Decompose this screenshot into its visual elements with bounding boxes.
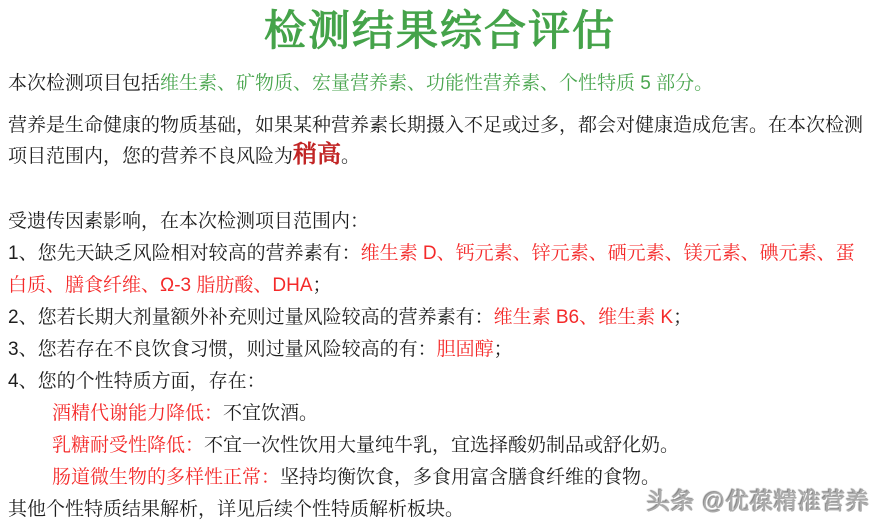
trait-alcohol	[8, 398, 872, 430]
list-item-2-suffix: ；	[673, 307, 693, 328]
list-item-deficiency	[8, 238, 872, 302]
trait-alcohol-label: 酒精代谢能力降低：	[52, 403, 224, 424]
page-title: 检测结果综合评估	[263, 7, 616, 54]
footer-note: 其他个性特质结果解析，详见后续个性特质解析板块。	[8, 499, 465, 520]
intro-line	[8, 68, 872, 100]
list-item-3-nutrients: 胆固醇	[436, 339, 494, 360]
watermark-toutiao: 头条 @优葆精准营养	[647, 488, 870, 514]
list-item-1-suffix: ；	[312, 275, 332, 296]
list-item-4-prefix: 4、您的个性特质方面，存在：	[8, 371, 266, 392]
list-item-1-prefix: 1、您先天缺乏风险相对较高的营养素有：	[8, 243, 361, 264]
trait-lactose-advice: 不宜一次性饮用大量纯牛乳，宜选择酸奶制品或舒化奶。	[204, 435, 680, 456]
list-item-traits	[8, 366, 872, 398]
list-item-3-suffix: ；	[493, 339, 513, 360]
trait-gut-microbiome-advice: 坚持均衡饮食，多食用富含膳食纤维的食物。	[280, 467, 661, 488]
list-item-3-prefix: 3、您若存在不良饮食习惯，则过量风险较高的有：	[8, 339, 437, 360]
intro-test-categories: 维生素、矿物质、宏量营养素、功能性营养素、个性特质 5 部分。	[160, 73, 714, 94]
list-item-overdose	[8, 302, 872, 334]
risk-paragraph	[8, 110, 872, 172]
genetic-section-intro: 受遗传因素影响，在本次检测项目范围内：	[8, 211, 370, 232]
risk-paragraph-text: 营养是生命健康的物质基础，如果某种营养素长期摄入不足或过多，都会对健康造成危害。在本次检测项目范围内，您的营养不良风险为	[8, 115, 864, 167]
trait-lactose	[8, 430, 872, 462]
risk-level-value: 稍高	[293, 141, 342, 168]
trait-gut-microbiome-label: 肠道微生物的多样性正常：	[52, 467, 281, 488]
intro-prefix: 本次检测项目包括	[8, 73, 161, 94]
list-item-2-prefix: 2、您若长期大剂量额外补充则过量风险较高的营养素有：	[8, 307, 494, 328]
trait-alcohol-advice: 不宜饮酒。	[223, 403, 319, 424]
risk-paragraph-period: 。	[341, 146, 361, 167]
list-item-diet-habit	[8, 334, 872, 366]
list-item-1-nutrients: 维生素 D、钙元素、锌元素、硒元素、镁元素、碘元素、蛋白质、膳食纤维、Ω-3 脂肪酸、DHA	[8, 243, 855, 296]
list-item-2-nutrients: 维生素 B6、维生素 K	[493, 307, 674, 328]
trait-lactose-label: 乳糖耐受性降低：	[52, 435, 205, 456]
